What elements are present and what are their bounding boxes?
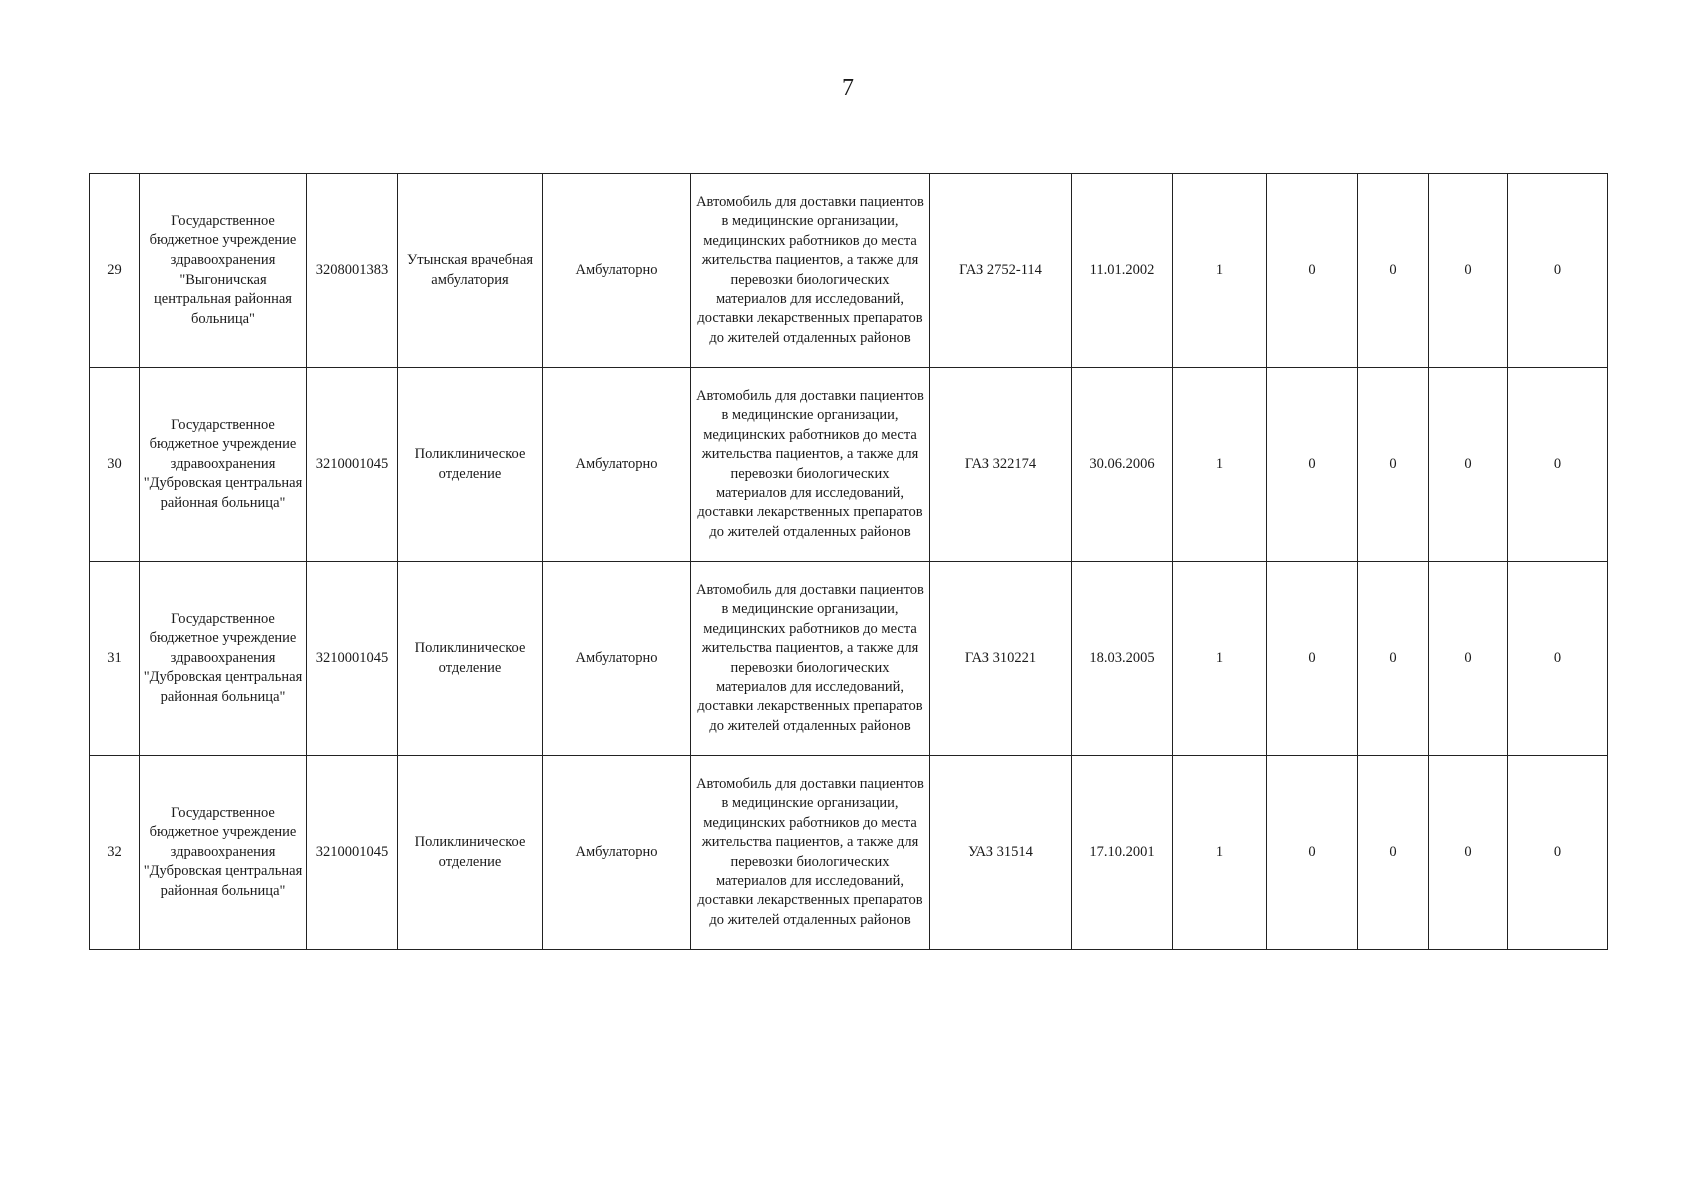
institution-cell: Государственное бюджетное учреждение здравоохранения "Выгоничская центральная районная больница" [140, 174, 307, 368]
vehicle-model-cell: ГАЗ 310221 [930, 562, 1072, 756]
date-cell: 17.10.2001 [1072, 756, 1173, 950]
table-row [90, 562, 1608, 756]
institution-cell: Государственное бюджетное учреждение здравоохранения "Дубровская центральная районная больница" [140, 562, 307, 756]
count-cell-4: 0 [1429, 756, 1508, 950]
page-number: 7 [842, 75, 854, 101]
count-cell-5: 0 [1508, 756, 1608, 950]
row-number-cell: 30 [90, 368, 140, 562]
purpose-cell: Автомобиль для доставки пациентов в медицинские организации, медицинских работников до места жительства пациентов, а также для перевозки биологических материалов для исследований, доставки лекарственных препаратов до жителей отдаленных районов [691, 562, 930, 756]
purpose-cell: Автомобиль для доставки пациентов в медицинские организации, медицинских работников до места жительства пациентов, а также для перевозки биологических материалов для исследований, доставки лекарственных препаратов до жителей отдаленных районов [691, 756, 930, 950]
count-cell-2: 0 [1267, 368, 1358, 562]
vehicle-table [89, 173, 1608, 950]
purpose-cell: Автомобиль для доставки пациентов в медицинские организации, медицинских работников до места жительства пациентов, а также для перевозки биологических материалов для исследований, доставки лекарственных препаратов до жителей отдаленных районов [691, 174, 930, 368]
count-cell-3: 0 [1358, 174, 1429, 368]
care-type-cell: Амбулаторно [543, 174, 691, 368]
care-type-cell: Амбулаторно [543, 368, 691, 562]
count-cell-1: 1 [1173, 562, 1267, 756]
code-cell: 3210001045 [307, 562, 398, 756]
code-cell: 3208001383 [307, 174, 398, 368]
vehicle-model-cell: ГАЗ 2752-114 [930, 174, 1072, 368]
vehicle-model-cell: ГАЗ 322174 [930, 368, 1072, 562]
institution-cell: Государственное бюджетное учреждение здравоохранения "Дубровская центральная районная больница" [140, 756, 307, 950]
purpose-cell: Автомобиль для доставки пациентов в медицинские организации, медицинских работников до места жительства пациентов, а также для перевозки биологических материалов для исследований, доставки лекарственных препаратов до жителей отдаленных районов [691, 368, 930, 562]
care-type-cell: Амбулаторно [543, 562, 691, 756]
unit-cell: Поликлиническое отделение [398, 368, 543, 562]
care-type-cell: Амбулаторно [543, 756, 691, 950]
count-cell-1: 1 [1173, 174, 1267, 368]
code-cell: 3210001045 [307, 368, 398, 562]
unit-cell: Поликлиническое отделение [398, 562, 543, 756]
count-cell-4: 0 [1429, 368, 1508, 562]
date-cell: 30.06.2006 [1072, 368, 1173, 562]
institution-cell: Государственное бюджетное учреждение здравоохранения "Дубровская центральная районная больница" [140, 368, 307, 562]
table-row [90, 756, 1608, 950]
date-cell: 18.03.2005 [1072, 562, 1173, 756]
unit-cell: Утынская врачебная амбулатория [398, 174, 543, 368]
row-number-cell: 32 [90, 756, 140, 950]
table-row [90, 368, 1608, 562]
count-cell-1: 1 [1173, 756, 1267, 950]
count-cell-2: 0 [1267, 562, 1358, 756]
code-cell: 3210001045 [307, 756, 398, 950]
count-cell-3: 0 [1358, 756, 1429, 950]
count-cell-1: 1 [1173, 368, 1267, 562]
count-cell-2: 0 [1267, 756, 1358, 950]
date-cell: 11.01.2002 [1072, 174, 1173, 368]
count-cell-5: 0 [1508, 174, 1608, 368]
unit-cell: Поликлиническое отделение [398, 756, 543, 950]
row-number-cell: 29 [90, 174, 140, 368]
count-cell-4: 0 [1429, 174, 1508, 368]
count-cell-5: 0 [1508, 562, 1608, 756]
count-cell-3: 0 [1358, 562, 1429, 756]
count-cell-5: 0 [1508, 368, 1608, 562]
count-cell-4: 0 [1429, 562, 1508, 756]
table-row [90, 174, 1608, 368]
count-cell-2: 0 [1267, 174, 1358, 368]
vehicle-model-cell: УАЗ 31514 [930, 756, 1072, 950]
count-cell-3: 0 [1358, 368, 1429, 562]
row-number-cell: 31 [90, 562, 140, 756]
